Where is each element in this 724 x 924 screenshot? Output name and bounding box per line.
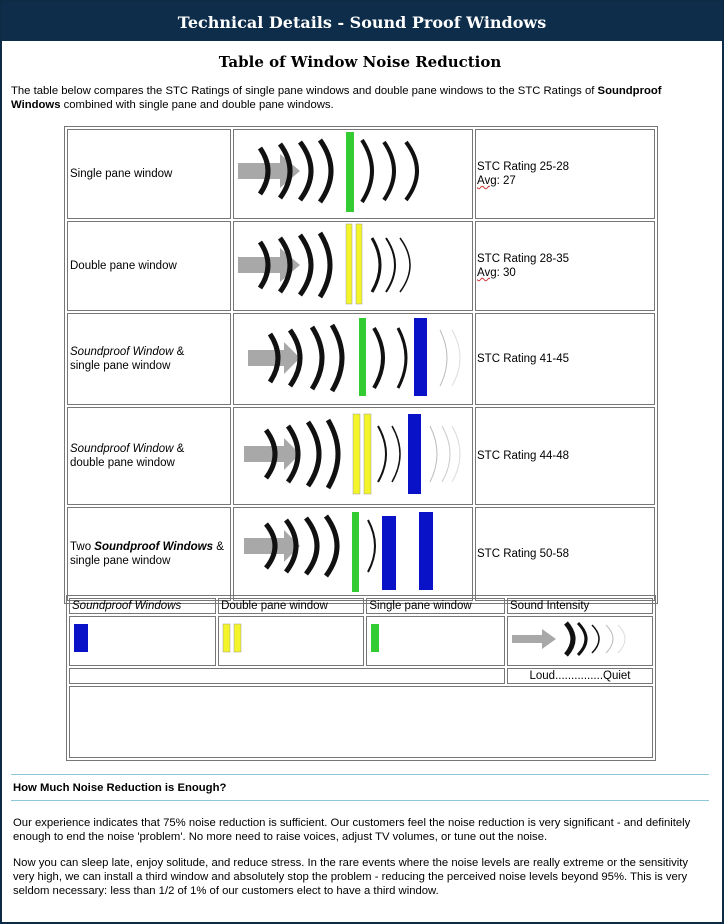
soundproof-window-glass	[419, 512, 433, 590]
avg-rating	[477, 266, 654, 280]
legend-empty-cell	[69, 686, 653, 758]
sound-diagram-double	[234, 222, 472, 306]
legend-swatch-intensity	[507, 616, 653, 666]
row-label-text: Single pane window	[70, 168, 173, 180]
soundproof-swatch-icon	[72, 622, 92, 656]
legend-swatch-soundproof	[69, 616, 216, 666]
row-diagram	[233, 507, 473, 601]
double-pane-glass	[364, 414, 371, 494]
sound-wave-icon	[320, 233, 330, 297]
row-rating	[475, 407, 655, 505]
sound-diagram-soundproof-double	[234, 408, 472, 500]
table-row	[67, 507, 655, 601]
avg-label: Avg	[477, 267, 497, 279]
row-label	[67, 221, 231, 311]
page-banner: Technical Details - Sound Proof Windows	[2, 2, 722, 41]
sound-wave-icon	[320, 140, 331, 202]
row-label-amp: &	[213, 541, 224, 553]
sound-wave-icon	[384, 142, 394, 200]
legend-swatch-single	[366, 616, 505, 666]
soundproof-window-glass	[414, 318, 427, 396]
stc-rating: STC Rating 28-35	[477, 253, 570, 265]
soundproof-window-glass	[382, 516, 396, 590]
sound-wave-icon	[300, 235, 311, 295]
double-pane-glass	[353, 414, 360, 494]
sound-diagram-soundproof-single	[234, 314, 472, 400]
sound-wave-icon	[386, 238, 395, 292]
intro-bold: Soundproof Windows	[11, 85, 662, 111]
divider	[11, 774, 709, 775]
legend-header-text: Soundproof Windows	[72, 600, 182, 612]
sound-diagram-single	[234, 130, 472, 214]
stc-rating: STC Rating 41-45	[477, 353, 570, 365]
row-label-amp: &	[173, 443, 185, 455]
intro-text-2: combined with single pane and double pane windows.	[60, 99, 334, 111]
table-row	[67, 407, 655, 505]
sound-wave-icon	[392, 426, 400, 482]
legend-header-single	[366, 598, 505, 614]
row-label-amp: &	[173, 346, 185, 358]
row-label-italic: Soundproof Windows	[94, 541, 214, 553]
table-row	[67, 313, 655, 405]
sound-wave-icon	[328, 420, 338, 488]
avg-rating	[477, 174, 654, 188]
single-pane-swatch-icon	[369, 622, 389, 656]
sound-wave-icon	[406, 142, 417, 200]
sound-wave-icon	[452, 426, 460, 482]
double-pane-glass	[346, 224, 352, 304]
legend-header-text: Sound Intensity	[510, 600, 590, 612]
row-label-text: single pane window	[70, 555, 171, 567]
legend-empty-row	[69, 686, 653, 758]
row-diagram	[233, 129, 473, 219]
sound-wave-icon	[306, 518, 317, 574]
legend-table	[66, 595, 656, 761]
single-pane-glass	[359, 318, 366, 396]
avg-value: : 27	[496, 175, 516, 187]
stc-rating: STC Rating 50-58	[477, 548, 570, 560]
sound-wave-icon	[332, 325, 342, 391]
legend-header-intensity	[507, 598, 653, 614]
avg-label: Avg	[477, 175, 497, 187]
legend-header-row	[69, 598, 653, 614]
legend-header-double	[218, 598, 364, 614]
row-rating	[475, 507, 655, 601]
single-pane-glass	[352, 512, 359, 592]
table-row	[67, 221, 655, 311]
sound-wave-icon	[442, 426, 450, 482]
noise-reduction-table	[64, 126, 658, 604]
legend-swatch-row	[69, 616, 653, 666]
legend-scale-row	[69, 668, 653, 684]
sound-wave-icon	[300, 142, 311, 200]
table-title: Table of Window Noise Reduction	[218, 53, 502, 71]
legend-header-soundproof	[69, 598, 216, 614]
legend-header-text: Double pane window	[221, 600, 328, 612]
sound-wave-icon	[400, 238, 410, 292]
row-diagram	[233, 221, 473, 311]
intro-paragraph	[11, 84, 711, 112]
row-rating	[475, 221, 655, 311]
stc-rating: STC Rating 25-28	[477, 161, 570, 173]
sound-diagram-two-soundproof	[234, 508, 472, 596]
row-rating	[475, 313, 655, 405]
loud-quiet-scale: Loud...............Quiet	[529, 670, 631, 682]
row-label-italic: Soundproof Window	[70, 346, 174, 358]
sound-wave-icon	[368, 520, 375, 572]
row-label	[67, 129, 231, 219]
single-pane-glass	[346, 132, 354, 212]
row-label-prefix: Two	[70, 541, 95, 553]
legend-scale-cell	[507, 668, 653, 684]
sound-intensity-icon	[510, 617, 650, 661]
row-rating	[475, 129, 655, 219]
sound-wave-icon	[378, 426, 386, 482]
section-paragraph-1: Our experience indicates that 75% noise reduction is sufficient. Our customers feel the noise reduction is very significant - and definitely enough to end the noise 'problem'. No more need to raise voices, adjust TV volumes, or tune out the noise.	[13, 817, 691, 843]
row-label	[67, 407, 231, 505]
section-heading: How Much Noise Reduction is Enough?	[13, 782, 227, 794]
legend-swatch-double	[218, 616, 364, 666]
sound-wave-icon	[374, 328, 383, 388]
legend-header-text: Single pane window	[369, 600, 472, 612]
stc-rating: STC Rating 44-48	[477, 450, 570, 462]
sound-wave-icon	[372, 238, 380, 292]
row-label-text: Double pane window	[70, 260, 177, 272]
row-label	[67, 507, 231, 601]
double-pane-glass	[356, 224, 362, 304]
double-pane-swatch-icon	[221, 622, 251, 656]
legend-blank-cell	[69, 668, 505, 684]
sound-wave-icon	[452, 330, 460, 386]
soundproof-window-glass	[408, 414, 421, 494]
sound-wave-icon	[440, 330, 447, 386]
row-label	[67, 313, 231, 405]
intro-text-1: The table below compares the STC Ratings of single pane windows and double pane windows to the STC Ratings of	[11, 85, 598, 97]
section-paragraph-2: Now you can sleep late, enjoy solitude, and reduce stress. In the rare events where the noise levels are really extreme or the sensitivity very high, we can install a third window and absolutely stop the problem - reducing the perceived noise levels beyond 95%. This is very seldom necessary: less than 1/2 of 1% of our customers elect to have a third window.	[13, 857, 689, 897]
table-row	[67, 129, 655, 219]
divider	[11, 800, 709, 801]
sound-wave-icon	[326, 516, 337, 576]
row-diagram	[233, 313, 473, 405]
sound-wave-icon	[362, 140, 372, 202]
row-label-italic: Soundproof Window	[70, 443, 174, 455]
sound-wave-icon	[308, 422, 319, 486]
sound-wave-icon	[430, 426, 437, 482]
row-label-text: single pane window	[70, 360, 171, 372]
row-label-text: double pane window	[70, 457, 175, 469]
sound-wave-icon	[398, 328, 406, 388]
avg-value: : 30	[496, 267, 516, 279]
sound-wave-icon	[312, 327, 322, 389]
row-diagram	[233, 407, 473, 505]
